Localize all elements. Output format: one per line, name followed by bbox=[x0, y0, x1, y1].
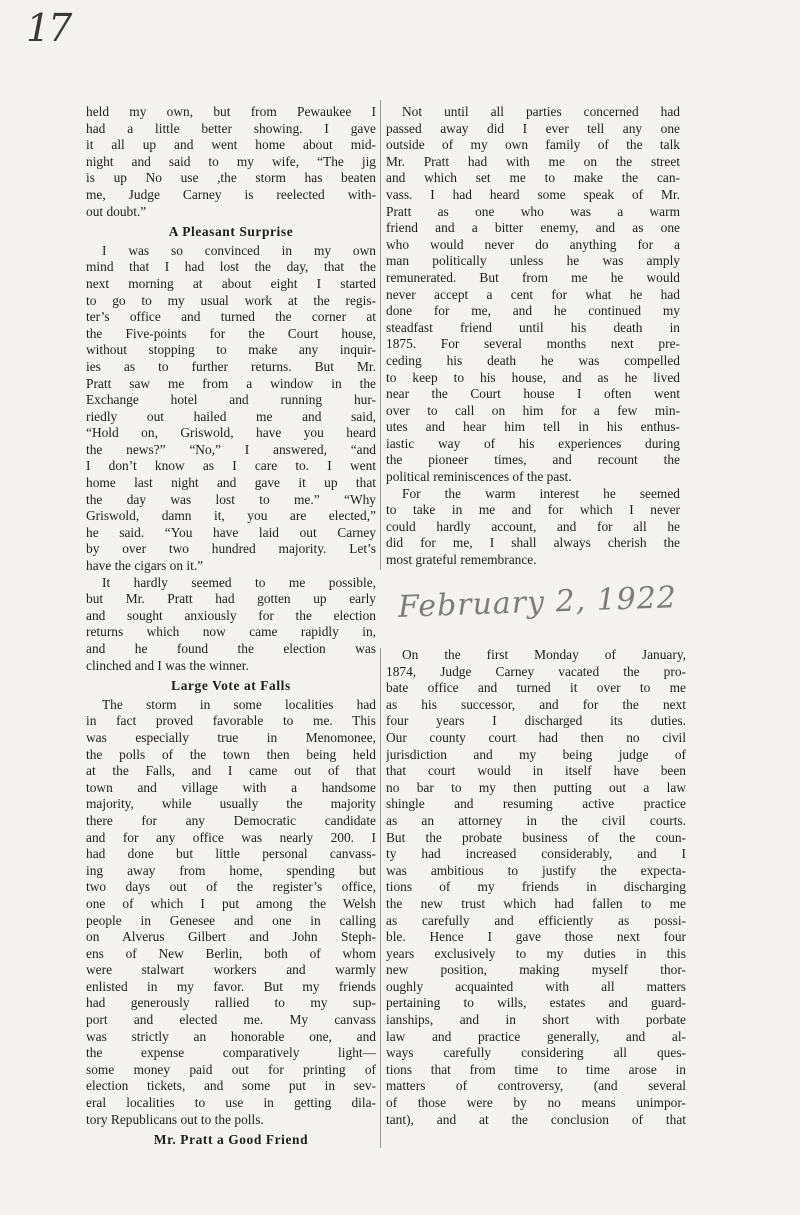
text-line: is up No use ,the storm has beaten bbox=[86, 170, 376, 186]
text-line: the news?” “No,” I answered, “and bbox=[86, 441, 376, 457]
text-line: was strictly an honorable one, and bbox=[86, 1028, 376, 1044]
text-line: tory Republicans out to the polls. bbox=[86, 1111, 264, 1127]
text-line: clinched and I was the winner. bbox=[86, 657, 249, 673]
text-line: ceding his death he was compelled bbox=[386, 352, 680, 368]
text-line: who would never do anything for a bbox=[386, 236, 680, 252]
text-line: The storm in some localities had bbox=[102, 696, 376, 712]
text-line: as an attorney in the civil courts. bbox=[386, 812, 686, 828]
text-line: the expense comparatively light— bbox=[86, 1045, 376, 1061]
text-line: tant), and at the conclusion of that bbox=[386, 1111, 686, 1127]
text-line: most grateful remembrance. bbox=[386, 552, 537, 568]
text-line: as his successor, and for the next bbox=[386, 696, 686, 712]
text-line: was ambitious to justify the expecta- bbox=[386, 862, 686, 878]
text-line: night and said to my wife, “The jig bbox=[86, 153, 376, 169]
text-line: Griswold, damn it, you are elected,” bbox=[86, 508, 376, 524]
text-line: Mr. Pratt had with me on the street bbox=[386, 153, 680, 169]
text-line: ianships, and in short with porbate bbox=[386, 1012, 686, 1028]
text-line: to keep to his house, and as he lived bbox=[386, 369, 680, 385]
text-line: ble. Hence I gave those next four bbox=[386, 929, 686, 945]
text-line: oughly acquainted with all matters bbox=[386, 978, 686, 994]
text-line: political reminiscences of the past. bbox=[386, 469, 572, 485]
text-line: shingle and resuming active practice bbox=[386, 796, 686, 812]
text-line: me, Judge Carney is reelected with- bbox=[86, 186, 376, 202]
text-line: never accept a cent for what he had bbox=[386, 286, 680, 302]
text-line: ways carefully considering all ques- bbox=[386, 1045, 686, 1061]
text-line: outside of my own family of the talk bbox=[386, 137, 680, 153]
text-line: had done but little personal canvass- bbox=[86, 846, 376, 862]
text-line: had generously rallied to my sup- bbox=[86, 995, 376, 1011]
text-line: could hardly account, and for all he bbox=[386, 518, 680, 534]
text-line: near the Court house I often went bbox=[386, 386, 680, 402]
text-line: to take in me and for which I never bbox=[386, 502, 680, 518]
text-line: was especially true in Menomonee, bbox=[86, 729, 376, 745]
text-line: bate office and turned it over to me bbox=[386, 680, 686, 696]
text-line: law and practice generally, and al- bbox=[386, 1028, 686, 1044]
text-line: next morning at about eight I started bbox=[86, 275, 376, 291]
text-line: and which set me to make the can- bbox=[386, 170, 680, 186]
text-line: no bar to my then putting out a law bbox=[386, 779, 686, 795]
text-line: pertaining to wills, estates and guard- bbox=[386, 995, 686, 1011]
text-line: done for me, and he continued my bbox=[386, 303, 680, 319]
text-line: and for any office was nearly 200. I bbox=[86, 829, 376, 845]
text-line: election tickets, and some put in sev- bbox=[86, 1078, 376, 1094]
handwritten-date: February 2, 1922 bbox=[397, 580, 678, 625]
text-line: returns which now came rapidly in, bbox=[86, 624, 376, 640]
text-line: by over two hundred majority. Let’s bbox=[86, 541, 376, 557]
text-line: utes and hear him tell in his enthus- bbox=[386, 419, 680, 435]
text-line: and he found the election was bbox=[86, 641, 376, 656]
text-line: tions that from time to time arose in bbox=[386, 1061, 686, 1077]
text-line: riedly out hailed me and said, bbox=[86, 408, 376, 424]
text-line: the pioneer times, and recount the bbox=[386, 452, 680, 468]
text-line: home last night and gave it up that bbox=[86, 475, 376, 491]
text-line: to go to my usual work at the regis- bbox=[86, 292, 376, 308]
text-line: the day was lost to me.” “Why bbox=[86, 491, 376, 507]
text-line: it all up and went home about mid- bbox=[86, 137, 376, 153]
text-line: ies as to further returns. But Mr. bbox=[86, 358, 376, 374]
text-line: 1874, Judge Carney vacated the pro- bbox=[386, 663, 686, 679]
left-paragraph-group-2 bbox=[86, 243, 376, 674]
text-line: iastic way of his experiences during bbox=[386, 435, 680, 451]
text-line: the Five-points for the Court house, bbox=[86, 325, 376, 341]
right-column-top bbox=[386, 104, 680, 569]
text-line: But the probate business of the coun- bbox=[386, 829, 686, 845]
text-line: he said. “You have laid out Carney bbox=[86, 524, 376, 540]
text-line: mind that I had lost the day, that the bbox=[86, 259, 376, 275]
text-line: enlisted in my favor. But my friends bbox=[86, 978, 376, 994]
text-line: years exclusively to my duties in this bbox=[386, 945, 686, 961]
text-line: the polls of the town then being held bbox=[86, 746, 376, 762]
text-line: On the first Monday of January, bbox=[402, 647, 686, 662]
text-line: held my own, but from Pewaukee I bbox=[86, 104, 376, 119]
text-line: in fact proved favorable to me. This bbox=[86, 713, 376, 729]
text-line: passed away did I ever tell any one bbox=[386, 120, 680, 136]
text-line: matters of controversy, (and several bbox=[386, 1078, 686, 1094]
text-line: but Mr. Pratt had gotten up early bbox=[86, 591, 376, 607]
left-column bbox=[86, 104, 376, 1151]
text-line: Our county court had then no civil bbox=[386, 729, 686, 745]
text-line: have the cigars on it.” bbox=[86, 558, 204, 574]
column-divider-bottom bbox=[380, 648, 381, 1148]
text-line: vass. I had heard some speak of Mr. bbox=[386, 186, 680, 202]
column-divider-top bbox=[380, 100, 381, 570]
left-paragraph-group-1 bbox=[86, 104, 376, 220]
text-line: Not until all parties concerned had bbox=[402, 104, 680, 119]
left-paragraph-group-3 bbox=[86, 697, 376, 1128]
text-line: one of which I put among the Welsh bbox=[86, 895, 376, 911]
text-line: town and village with a handsome bbox=[86, 779, 376, 795]
text-line: jurisdiction and my being judge of bbox=[386, 746, 686, 762]
text-line: “Hold on, Griswold, have you heard bbox=[86, 425, 376, 441]
text-line: For the warm interest he seemed bbox=[402, 485, 680, 501]
text-line: new position, making myself thor- bbox=[386, 962, 686, 978]
text-line: ens of New Berlin, both of whom bbox=[86, 945, 376, 961]
text-line: were stalwart workers and warmly bbox=[86, 962, 376, 978]
text-line: two days out of the register’s office, bbox=[86, 879, 376, 895]
text-line: port and elected me. My canvass bbox=[86, 1012, 376, 1028]
text-line: some money paid out for printing of bbox=[86, 1061, 376, 1077]
text-line: I don’t know as I care to. I went bbox=[86, 458, 376, 474]
text-line: man politically unless he was amply bbox=[386, 253, 680, 269]
text-line: as carefully and efficiently as possi- bbox=[386, 912, 686, 928]
text-line: steadfast friend until his death in bbox=[386, 319, 680, 335]
text-line: It hardly seemed to me possible, bbox=[102, 574, 376, 590]
text-line: on Alverus Gilbert and John Steph- bbox=[86, 929, 376, 945]
text-line: that court would in itself have been bbox=[386, 763, 686, 779]
text-line: out doubt.” bbox=[86, 203, 147, 219]
text-line: there for any Democratic candidate bbox=[86, 812, 376, 828]
text-line: ing away from home, spending but bbox=[86, 862, 376, 878]
text-line: of those were by no means unimpor- bbox=[386, 1095, 686, 1111]
right-column-bottom bbox=[386, 647, 686, 1128]
text-line: ty had increased considerably, and I bbox=[386, 846, 686, 862]
text-line: the new trust which had fallen to me bbox=[386, 895, 686, 911]
text-line: remunerated. But from me he would bbox=[386, 269, 680, 285]
handwritten-page-number: 17 bbox=[26, 6, 71, 50]
text-line: did for me, I shall always cherish the bbox=[386, 535, 680, 551]
text-line: eral localities to use in getting dila- bbox=[86, 1095, 376, 1111]
text-line: I was so convinced in my own bbox=[102, 242, 376, 258]
text-line: ter’s office and turned the corner at bbox=[86, 309, 376, 325]
text-line: and sought anxiously for the election bbox=[86, 607, 376, 623]
subheading-large-vote: Large Vote at Falls bbox=[171, 678, 291, 694]
text-line: Pratt as one who was a warm bbox=[386, 203, 680, 219]
text-line: without stopping to make any inquir- bbox=[86, 342, 376, 358]
text-line: friend and a bitter enemy, and as one bbox=[386, 220, 680, 236]
text-line: majority, while usually the majority bbox=[86, 796, 376, 812]
text-line: 1875. For several months next pre- bbox=[386, 336, 680, 352]
text-line: people in Genesee and one in calling bbox=[86, 912, 376, 928]
subheading-pleasant-surprise: A Pleasant Surprise bbox=[168, 224, 294, 240]
text-line: over to call on him for a few min- bbox=[386, 402, 680, 418]
text-line: Exchange hotel and running hur- bbox=[86, 392, 376, 408]
text-line: four years I discharged its duties. bbox=[386, 713, 686, 729]
subheading-good-friend: Mr. Pratt a Good Friend bbox=[153, 1132, 309, 1148]
text-line: had a little better showing. I gave bbox=[86, 120, 376, 136]
text-line: Pratt saw me from a window in the bbox=[86, 375, 376, 391]
text-line: at the Falls, and I came out of that bbox=[86, 763, 376, 779]
text-line: tions of my friends in discharging bbox=[386, 879, 686, 895]
